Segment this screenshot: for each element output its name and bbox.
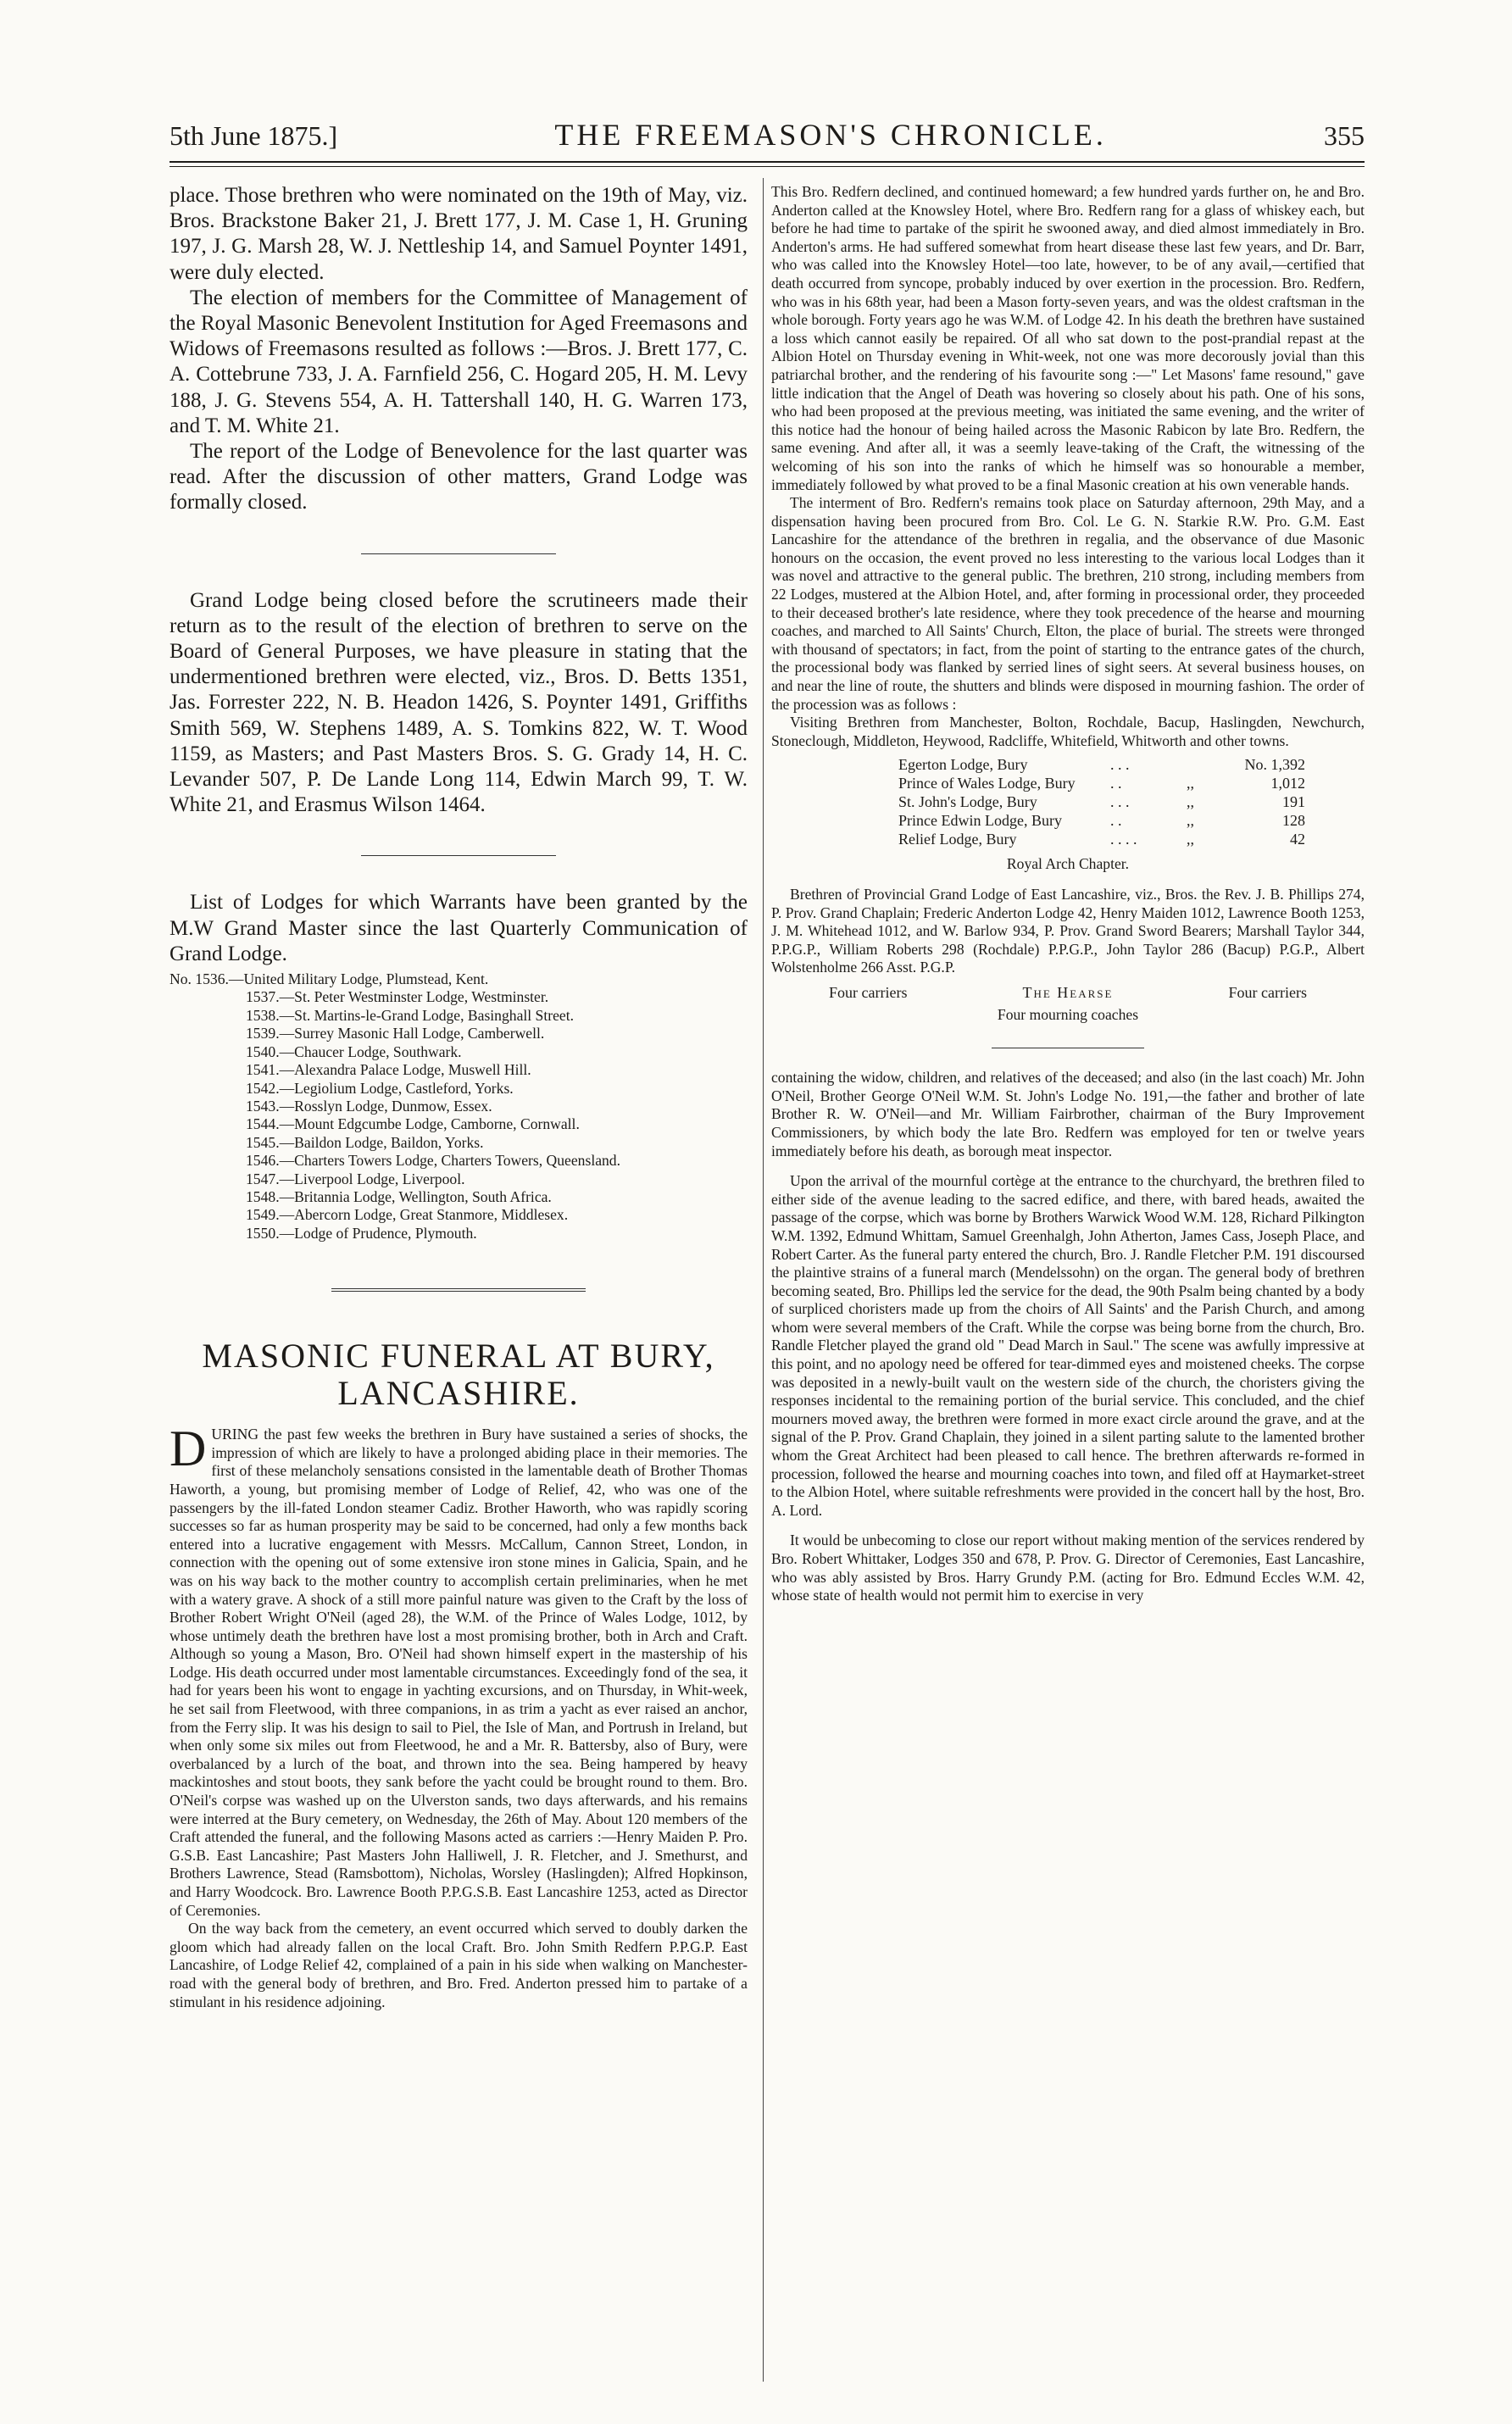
list-item: 1543.—Rosslyn Lodge, Dunmow, Essex. bbox=[246, 1097, 492, 1115]
lodge-number: 191 bbox=[1282, 793, 1305, 811]
paragraph bbox=[170, 1420, 748, 1920]
table-row bbox=[898, 792, 1365, 811]
lodge-number: No. 1,392 bbox=[1244, 756, 1305, 774]
list-item: 1546.—Charters Towers Lodge, Charters Towers, Queensland. bbox=[246, 1152, 621, 1170]
paragraph: This Bro. Redfern declined, and continued homeward; a few hundred yards further on, he and Bro. Anderton called at the Knowsley Hotel, where Bro. Redfern rang for a glass of whiskey each, but before he had time to partake of the spirit he swooned away, and died almost immediately in Bro. Anderton's arms. He had suffered somewhat from heart disease these last few years, and Dr. Barr, who was called into the Knowsley Hotel—too late, however, to be of any avail,—certified that death occurred from syncope, probably induced by over exertion in the procession. Bro. Redfern, who was in his 68th year, had been a Mason forty-seven years, and was the oldest craftsman in the whole borough. Forty years ago he was W.M. of Lodge 42. In his death the brethren have sustained a loss which cannot easily be repaired. Of all who sat down to the post-prandial repast at the Albion Hotel on Thursday evening in Whit-week, not one was more decorously jovial than this patriarchal brother, and the rendering of his favourite song :—" Let Masons' fame resound," gave little indication that the Angel of Death was hovering so closely about his path. One of his sons, who had been proposed at the previous meeting, was initiated the same evening, and the writer of this notice had the honour of being hailed across the Masonic Rabicon by late Bro. Redfern, the same evening. And after all, it was a seemly leave-taking of the Craft, the witnessing of the welcoming of his son into the ranks of which he himself was so honourable a member, immediately followed by what proved to be a final Masonic creation at his own venerable hands. bbox=[771, 183, 1365, 493]
list-item: 1547.—Liverpool Lodge, Liverpool. bbox=[246, 1170, 465, 1187]
lodge-name: Egerton Lodge, Bury bbox=[898, 756, 1028, 774]
right-column bbox=[771, 183, 1365, 2387]
masthead-rule-thin bbox=[170, 166, 1365, 167]
ditto-mark: ,, bbox=[1187, 793, 1194, 811]
publication-title: THE FREEMASON'S CHRONICLE. bbox=[554, 118, 1107, 152]
carriers-label: Four carriers bbox=[829, 983, 908, 1001]
list-item: 1549.—Abercorn Lodge, Great Stanmore, Middlesex. bbox=[246, 1206, 569, 1224]
procession-line bbox=[771, 984, 1365, 1003]
hearse-label: The Hearse bbox=[1022, 983, 1114, 1001]
list-item: 1548.—Britannia Lodge, Wellington, South Africa. bbox=[246, 1187, 552, 1205]
list-item: 1540.—Chaucer Lodge, Southwark. bbox=[246, 1042, 462, 1060]
lodge-name: Relief Lodge, Bury bbox=[898, 831, 1017, 848]
funeral-article-start bbox=[170, 1420, 748, 2011]
list-item: 1538.—St. Martins-le-Grand Lodge, Basinghall Street. bbox=[246, 1006, 574, 1024]
issue-date: 5th June 1875.] bbox=[170, 120, 338, 151]
section-rule bbox=[361, 553, 556, 554]
leader-dots: . . bbox=[1110, 812, 1122, 830]
section-rule bbox=[361, 855, 556, 856]
paragraph: The report of the Lodge of Benevolence for the last quarter was read. After the discussion of other matters, Grand Lodge was formally closed. bbox=[170, 440, 748, 514]
ditto-mark bbox=[1187, 755, 1237, 774]
list-item: 1544.—Mount Edgcumbe Lodge, Camborne, Cornwall. bbox=[246, 1115, 580, 1133]
leader-dots: . . bbox=[1110, 775, 1122, 792]
list-item: No. 1536.—United Military Lodge, Plumstead, Kent. bbox=[170, 970, 489, 988]
paragraph: Visiting Brethren from Manchester, Bolton, Rochdale, Bacup, Haslingden, Newchurch, Stoneclough, Middleton, Heywood, Radcliffe, Whitefield, Whitworth and other towns. bbox=[771, 714, 1365, 749]
paragraph: Brethren of Provincial Grand Lodge of East Lancashire, viz., Bros. the Rev. J. B. Phillips 274, P. Prov. Grand Chaplain; Frederic Anderton Lodge 42, Henry Maiden 1012, Lawrence Booth 1253, J. M. Whitehead 1012, and W. Barlow 934, P. Prov. Grand Sword Bearers; Marshall Taylor 344, P.P.G.P., William Roberts 298 (Rochdale) P.P.G.P., John Taylor 286 (Bacup) P.G.P., Albert Wolstenholme 266 Asst. P.G.P. bbox=[771, 886, 1365, 976]
procession-order bbox=[771, 855, 1365, 1604]
left-column bbox=[170, 183, 748, 2387]
lodge-name: Prince of Wales Lodge, Bury bbox=[898, 775, 1076, 792]
list-item: 1539.—Surrey Masonic Hall Lodge, Camberwell. bbox=[246, 1025, 545, 1042]
column-divider bbox=[763, 178, 764, 2382]
paragraph: It would be unbecoming to close our report without making mention of the services rendered by Bro. Robert Whittaker, Lodges 350 and 678, P. Prov. G. Director of Ceremonies, East Lancashire, who was ably assisted by Bros. Harry Grundy P.M. (acting for Bro. Edmund Eccles W.M. 42, whose state of health would not permit him to exercise in very bbox=[771, 1532, 1365, 1604]
leader-dots: . . . bbox=[1110, 793, 1130, 811]
article-separator bbox=[331, 1288, 586, 1295]
lodge-name: St. John's Lodge, Bury bbox=[898, 793, 1037, 811]
subheading: Royal Arch Chapter. bbox=[1006, 855, 1130, 873]
headline-line: LANCASHIRE. bbox=[337, 1374, 580, 1413]
paragraph: containing the widow, children, and relatives of the deceased; and also (in the last coach) Mr. John O'Neil, Brother George O'Neil W.M. St. John's Lodge No. 191,—the father and brother of late Brother R. W. O'Neil—and Mr. William Fairbrother, chairman of the Bury Improvement Commissioners, by which body the late Bro. Redfern was employed for ten or twelve years immediately before his death, as borough meat inspector. bbox=[771, 1069, 1365, 1159]
carriers-label: Four carriers bbox=[1228, 983, 1307, 1001]
drop-cap: D bbox=[170, 1420, 207, 1477]
table-row bbox=[898, 830, 1365, 848]
list-item: 1537.—St. Peter Westminster Lodge, Westminster. bbox=[246, 988, 549, 1006]
paragraph: List of Lodges for which Warrants have been granted by the M.W Grand Master since the last Quarterly Communication of Grand Lodge. bbox=[170, 891, 748, 965]
leader-dots: . . . . bbox=[1110, 831, 1137, 848]
list-item: 1541.—Alexandra Palace Lodge, Muswell Hill. bbox=[246, 1061, 531, 1079]
leader-dots: . . . bbox=[1110, 756, 1130, 774]
lodge-table bbox=[898, 755, 1365, 848]
lodge-number: 128 bbox=[1282, 812, 1305, 830]
page-number: 355 bbox=[1323, 120, 1365, 151]
masthead bbox=[170, 117, 1365, 158]
paragraph: On the way back from the cemetery, an event occurred which served to doubly darken the gloom which had already fallen on the local Craft. Bro. John Smith Redfern P.P.G.P. East Lancashire, of Lodge Relief 42, complained of a pain in his side when walking on Manchester-road with the general body of brethren, and Bro. Fred. Anderton pressed him to partake of a stimulant in his residence adjoining. bbox=[170, 1920, 748, 2010]
lodge-number: 42 bbox=[1290, 831, 1305, 848]
article-headline bbox=[170, 1337, 748, 1412]
paragraph: Upon the arrival of the mournful cortège at the entrance to the churchyard, the brethren filed to either side of the avenue leading to the sacred edifice, and there, with bared heads, awaited the passage of the corpse, which was borne by Brothers Warwick Wood W.M. 128, Richard Pilkington W.M. 1392, Edmund Whittam, Samuel Greenhalgh, John Atherton, James Cass, Joseph Place, and Robert Carter. As the funeral party entered the church, Bro. J. Randle Fletcher P.M. 191 discoursed the plaintive strains of a funeral march (Mendelssohn) on the organ. The general body of brethren becoming seated, Bro. Phillips led the service for the dead, the 90th Psalm being chanted by a body of surpliced choristers made up from the choirs of All Saints' and the Parish Church, and among whom were several members of the Craft. While the corpse was being borne from the church, Bro. Randle Fletcher played the grand old " Dead March in Saul." The scene was awfully impressive at this point, and no apology need be offered for tear-dimmed eyes and moistened cheeks. The corpse was deposited in a newly-built vault on the western side of the church, the choristers giving the responses incidental to the remaining portion of the burial service. This concluded, and the chief mourners moved away, the brethren were formed in more exact circle around the grave, and at the signal of the P. Prov. Grand Chaplain, they joined in a silent parting salute to the lamented brother whom the Great Architect had been pleased to call hence. The brethren afterwards re-formed in procession, followed the hearse and mourning coaches into town, and filed off at Haymarket-street to the Albion Hotel, where suitable refreshments were provided in the concert hall by the host, Bro. A. Lord. bbox=[771, 1172, 1365, 1519]
paragraph: The election of members for the Committee of Management of the Royal Masonic Benevolent Institution for Aged Freemasons and Widows of Freemasons resulted as follows :—Bros. J. Brett 177, C. A. Cottebrune 733, J. A. Farnfield 256, C. Hogard 205, H. M. Levy 188, J. G. Stevens 554, A. H. Tattershall 140, H. G. Warren 173, and T. M. White 21. bbox=[170, 286, 748, 437]
funeral-article-continued bbox=[771, 183, 1365, 750]
paragraph: The interment of Bro. Redfern's remains took place on Saturday afternoon, 29th May, and a dispensation having been procured from Bro. Col. Le G. N. Starkie R.W. Pro. G.M. East Lancashire for the attendance of the brethren in regalia, and the observance of due Masonic honours on the occasion, the event proved no less interesting to the various local Lodges than it was novel and attractive to the general public. The brethren, 210 strong, including members from 22 Lodges, mustered at the Albion Hotel, and, after forming in processional order, they proceeded to their deceased brother's late residence, where they took precedence of the hearse and mourning coaches, and marched to All Saints' Church, Elton, the place of burial. The streets were thronged with thousand of spectators; in fact, from the point of starting to the entrance gates of the church, the processional body was flanked by serried lines of sight seers. At several business houses, on and near the line of route, the shutters and blinds were disposed in mourning fashion. The order of the procession was as follows : bbox=[771, 494, 1365, 713]
ditto-mark: ,, bbox=[1187, 812, 1194, 830]
masthead-rule bbox=[170, 161, 1365, 163]
list-item: 1542.—Legiolium Lodge, Castleford, Yorks. bbox=[246, 1079, 514, 1097]
paragraph-text: URING the past few weeks the brethren in Bury have sustained a series of shocks, the impression of which are likely to have a prolonged abiding place in their memories. The first of these melancholy sensations consisted in the lamentable death of Brother Thomas Haworth, a young, but promising member of Lodge of Relief, 42, who was one of the passengers by the ill-fated London steamer Cadiz. Brother Haworth, who was rapidly scoring successes so far as human prosperity may be said to be concerned, had only a few months back entered into a lucrative engagement with Messrs. McCallum, Cannon Street, London, in connection with the opening out of some extensive iron stone mines in Galicia, Spain, and he was on his way back to the mother country to accomplish certain preliminaries, when he met with a watery grave. A shock of a still more painful nature was given to the Craft by the loss of Brother Robert Wright O'Neil (aged 28), the W.M. of the Prince of Wales Lodge, 1012, by whose untimely death the brethren have lost a most promising brother, both in Arch and Craft. Although so young a Mason, Bro. O'Neil had shown himself expert in the mastership of his Lodge. His death occurred under most lamentable circumstances. Exceedingly fond of the sea, it had for years been his wont to engage in yachting excursions, and on Thursday, in Whit-week, he set sail from Fleetwood, with three companions, in as trim a yacht as ever raised an anchor, from the Ferry slip. It was his design to sail to Piel, the Isle of Man, and Portrush in Ireland, but when only some six miles out from Fleetwood, he and a Mr. R. Battersby, also of Bury, were overbalanced by a lurch of the boat, and thrown into the sea. Being hampered by heavy mackintoshes and stout boots, they sank before the yacht could be brought round to them. Bro. O'Neil's corpse was washed up on the Ulverston sands, two days afterwards, and his remains were interred at the Bury cemetery, on Wednesday, the 26th of May. About 120 members of the Craft attended the funeral, and the following Masons acted as carriers :—Henry Maiden P. Pro. G.S.B. East Lancashire; Past Masters John Halliwell, J. R. Fletcher, and J. Smethurst, and Brothers Lawrence, Stead (Ramsbottom), Nicholas, Worsley (Haslingden); Alfred Hopkinson, and Harry Woodcock. Bro. Lawrence Booth P.P.G.S.B. East Lancashire 1253, acted as Director of Ceremonies. bbox=[170, 1426, 748, 1919]
table-row bbox=[898, 755, 1365, 774]
ditto-mark: ,, bbox=[1187, 831, 1194, 848]
table-row bbox=[898, 774, 1365, 792]
list-item: 1550.—Lodge of Prudence, Plymouth. bbox=[246, 1224, 477, 1242]
lodge-number: 1,012 bbox=[1270, 775, 1305, 792]
warrant-list bbox=[170, 970, 748, 1243]
lodge-name: Prince Edwin Lodge, Bury bbox=[898, 812, 1062, 830]
headline-line: MASONIC FUNERAL AT BURY, bbox=[202, 1337, 715, 1376]
list-item: 1545.—Baildon Lodge, Baildon, Yorks. bbox=[246, 1133, 484, 1151]
grand-lodge-report bbox=[170, 183, 748, 967]
paragraph: place. Those brethren who were nominated on the 19th of May, viz. Bros. Brackstone Baker 21, J. Brett 177, J. M. Case 1, H. Gruning 197, J. G. Marsh 28, W. J. Nettleship 14, and Samuel Poynter 1491, were duly elected. bbox=[170, 184, 748, 284]
paragraph: Grand Lodge being closed before the scrutineers made their return as to the result of the election of brethren to serve on the Board of General Purposes, we have pleasure in stating that the undermentioned brethren were elected, viz., Bros. D. Betts 1351, Jas. Forrester 222, N. B. Headon 1426, S. Poynter 1491, Griffiths Smith 569, W. Stephens 1489, A. S. Tomkins 822, W. T. Wood 1159, as Masters; and Past Masters Bros. S. G. Grady 14, H. C. Levander 507, P. De Lande Long 114, Edwin March 99, T. W. White 21, and Erasmus Wilson 1464. bbox=[170, 588, 748, 817]
table-row bbox=[898, 811, 1365, 830]
coaches-label: Four mourning coaches bbox=[997, 1005, 1139, 1023]
ditto-mark: ,, bbox=[1187, 775, 1194, 792]
